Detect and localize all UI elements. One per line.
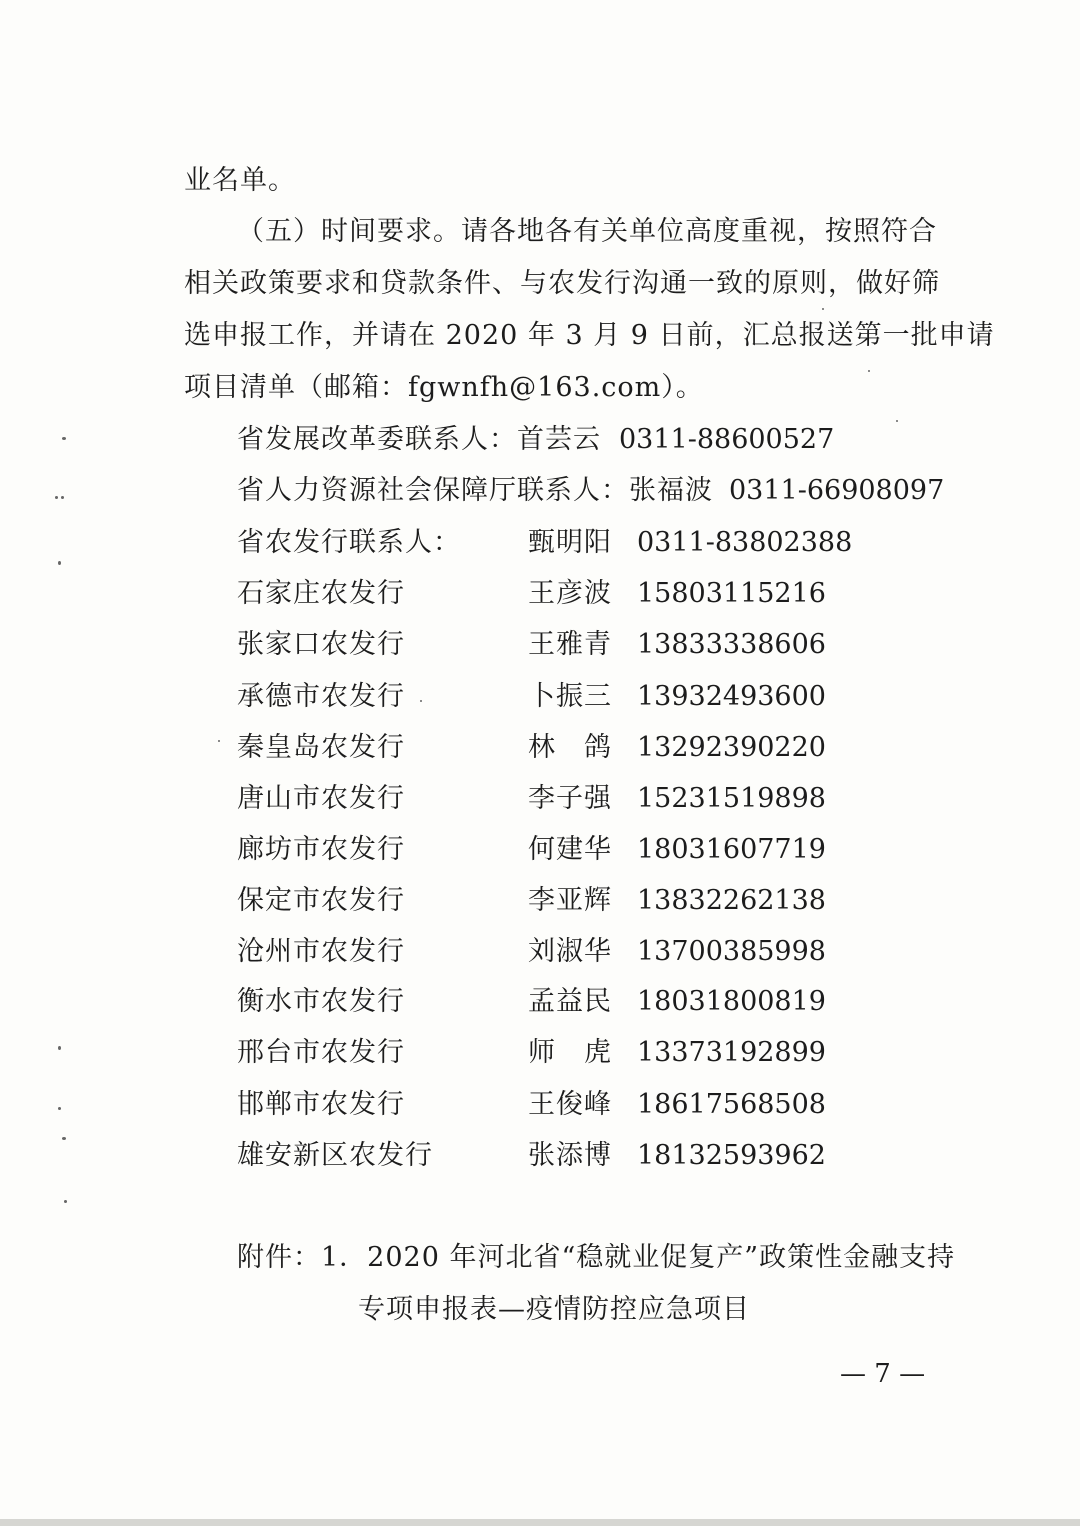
contact-phone: 13832262138 [637,885,826,916]
paragraph-line-0: 业名单。 [184,165,296,196]
contact-phone: 0311-83802388 [637,527,853,558]
scan-speck [62,1137,66,1140]
contact-name: 何建华 [528,834,612,865]
contact-phone: 13932493600 [637,681,826,712]
contact-name: 王彦波 [528,578,612,609]
contact-org: 邢台市农发行 [237,1037,405,1068]
contact-org: 唐山市农发行 [237,783,405,814]
contact-phone: 18132593962 [637,1140,826,1171]
scan-speck [55,496,58,499]
attachment-line-1: 附件：1．2020 年河北省“稳就业促复产”政策性金融支持 [237,1242,956,1273]
contact-org: 省农发行联系人： [237,527,461,558]
scan-speck [218,740,220,742]
scan-speck [58,561,61,565]
contact-name: 刘淑华 [528,936,612,967]
scan-speck [58,1046,61,1050]
paragraph-line-2: 相关政策要求和贷款条件、与农发行沟通一致的原则，做好筛 [184,268,940,299]
contact-phone: 13373192899 [637,1037,826,1068]
contact-line-ndrc [237,423,834,457]
scan-bottom-edge [0,1519,1080,1526]
contact-name: 张添博 [528,1140,612,1171]
scan-speck [62,437,66,440]
contact-org: 张家口农发行 [237,629,405,660]
contact-org: 邯郸市农发行 [237,1089,405,1120]
scan-speck [61,496,64,499]
contact-name: 王俊峰 [528,1089,612,1120]
scan-speck [58,1107,61,1110]
contact-label: 省发展改革委联系人：首芸云 [237,424,601,455]
contact-org: 保定市农发行 [237,885,405,916]
contact-phone: 15231519898 [637,783,826,814]
contact-org: 石家庄农发行 [237,578,405,609]
scan-speck [420,700,422,702]
paragraph-line-3: 选申报工作，并请在 2020 年 3 月 9 日前，汇总报送第一批申请 [184,320,995,351]
scan-speck [896,420,898,422]
paragraph-line-1: （五）时间要求。请各地各有关单位高度重视，按照符合 [237,216,937,247]
scan-speck [868,370,870,372]
contact-phone: 0311-88600527 [619,424,835,455]
scan-speck [64,1200,67,1203]
contact-name: 孟益民 [528,986,612,1017]
page-number: — 7 — [840,1359,926,1389]
contact-phone: 18617568508 [637,1089,826,1120]
contact-phone: 18031607719 [637,834,826,865]
contact-name: 卜振三 [528,681,612,712]
contact-phone: 13292390220 [637,732,826,763]
contact-name: 李子强 [528,783,612,814]
contact-phone: 18031800819 [637,986,826,1017]
contact-org: 承德市农发行 [237,681,405,712]
contact-name: 李亚辉 [528,885,612,916]
paragraph-line-4: 项目清单（邮箱：fgwnfh@163.com）。 [184,372,704,403]
contact-org: 沧州市农发行 [237,936,405,967]
contact-phone: 15803115216 [637,578,826,609]
scan-speck [822,308,824,310]
contact-org: 廊坊市农发行 [237,834,405,865]
contact-phone: 0311-66908097 [729,475,945,506]
contact-name: 师 虎 [528,1037,612,1068]
attachment-line-2: 专项申报表—疫情防控应急项目 [358,1294,750,1325]
contact-label: 省人力资源社会保障厅联系人：张福波 [237,475,713,506]
contact-line-hrss [237,474,944,508]
contact-phone: 13833338606 [637,629,826,660]
contact-org: 雄安新区农发行 [237,1140,433,1171]
contact-org: 秦皇岛农发行 [237,732,405,763]
contact-phone: 13700385998 [637,936,826,967]
contact-name: 林 鸽 [528,732,612,763]
contact-name: 甄明阳 [528,527,612,558]
contact-org: 衡水市农发行 [237,986,405,1017]
contact-name: 王雅青 [528,629,612,660]
